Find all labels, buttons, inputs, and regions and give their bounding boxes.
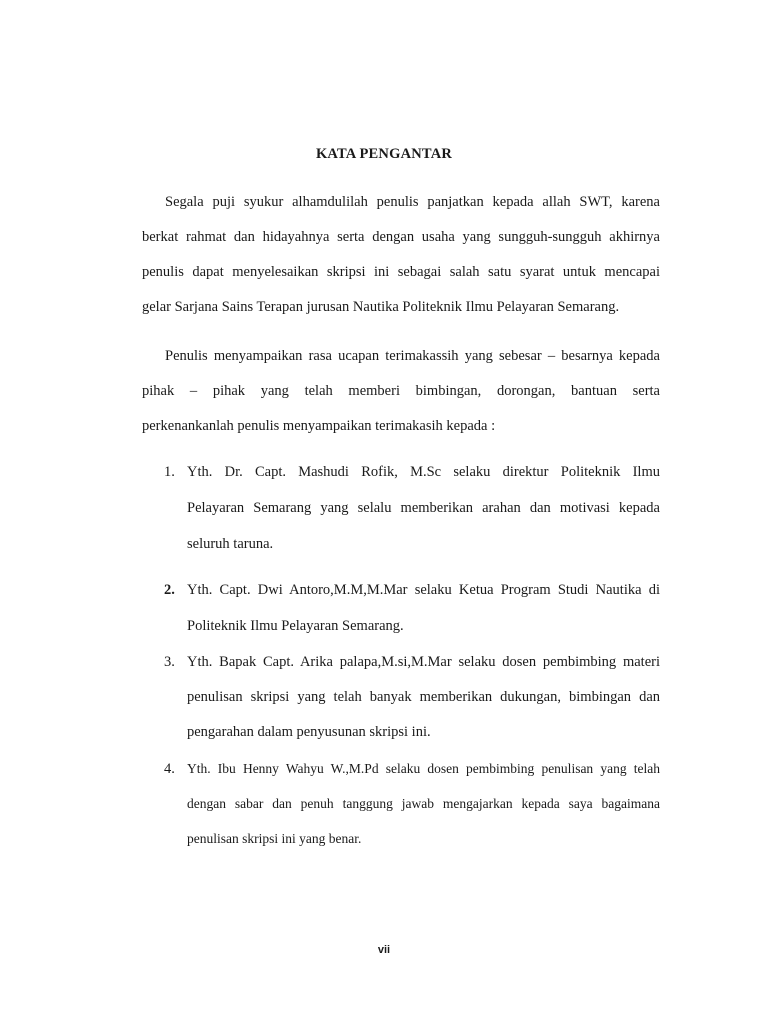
list-number: 1. bbox=[164, 464, 175, 480]
list-number: 2. bbox=[164, 582, 175, 598]
page-title: KATA PENGANTAR bbox=[315, 146, 453, 162]
paragraph-thanks bbox=[142, 347, 660, 435]
paragraph-line: berkat rahmat dan hidayahnya serta dengan usaha yang sungguh-sungguh akhirnya bbox=[142, 229, 660, 245]
paragraph-line: pihak – pihak yang telah memberi bimbingan, dorongan, bantuan serta bbox=[142, 383, 660, 399]
list-item-line: seluruh taruna. bbox=[187, 536, 274, 552]
list-item-text bbox=[187, 581, 660, 635]
paragraph-line: Segala puji syukur alhamdulilah penulis panjatkan kepada allah SWT, karena bbox=[165, 194, 660, 210]
paragraph-line: perkenankanlah penulis menyampaikan terimakasih kepada : bbox=[142, 418, 496, 434]
list-item-text bbox=[187, 760, 660, 848]
list-item-text bbox=[187, 653, 660, 741]
list-item-line: Politeknik Ilmu Pelayaran Semarang. bbox=[187, 618, 404, 634]
list-item-line: pengarahan dalam penyusunan skripsi ini. bbox=[187, 724, 431, 740]
list-number: 3. bbox=[164, 654, 175, 670]
list-item-line: Yth. Ibu Henny Wahyu W.,M.Pd selaku dosen pembimbing penulisan yang telah bbox=[187, 761, 660, 776]
paragraph-line: Penulis menyampaikan rasa ucapan terimakassih yang sebesar – besarnya kepada bbox=[165, 348, 660, 364]
paragraph-line: gelar Sarjana Sains Terapan jurusan Nautika Politeknik Ilmu Pelayaran Semarang. bbox=[142, 299, 620, 315]
list-number: 4. bbox=[164, 761, 175, 777]
list-item-line: penulisan skripsi yang telah banyak memberikan dukungan, bimbingan dan bbox=[187, 689, 660, 705]
list-item-line: Yth. Dr. Capt. Mashudi Rofik, M.Sc selaku direktur Politeknik Ilmu bbox=[187, 464, 660, 480]
paragraph-intro bbox=[142, 193, 660, 316]
list-item-line: penulisan skripsi ini yang benar. bbox=[187, 831, 362, 846]
list-item-text bbox=[187, 463, 660, 553]
page-number: vii bbox=[377, 944, 391, 956]
list-item-line: Pelayaran Semarang yang selalu memberikan arahan dan motivasi kepada bbox=[187, 500, 660, 516]
paragraph-line: penulis dapat menyelesaikan skripsi ini sebagai salah satu syarat untuk mencapai bbox=[142, 264, 660, 280]
list-item-line: Yth. Capt. Dwi Antoro,M.M,M.Mar selaku Ketua Program Studi Nautika di bbox=[187, 582, 660, 598]
list-item-line: Yth. Bapak Capt. Arika palapa,M.si,M.Mar selaku dosen pembimbing materi bbox=[187, 654, 660, 670]
list-item-line: dengan sabar dan penuh tanggung jawab mengajarkan kepada saya bagaimana bbox=[187, 796, 660, 811]
